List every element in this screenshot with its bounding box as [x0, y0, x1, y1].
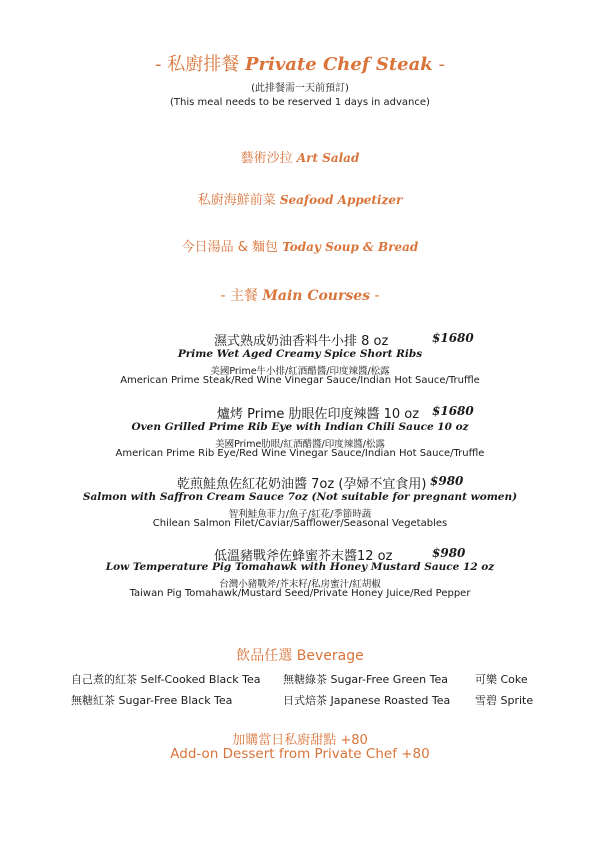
- addon-dessert-en: Add-on Dessert from Private Chef +80: [170, 746, 430, 762]
- course-zh: 今日湯品 & 麵包: [181, 240, 279, 255]
- title-dash-left: -: [155, 54, 162, 75]
- heading-dash-right: -: [374, 288, 380, 304]
- dish-english-name: Low Temperature Pig Tomahawk with Honey Mustard Sauce 12 oz: [105, 561, 495, 573]
- beverage-item: 雪碧 Sprite: [475, 694, 534, 707]
- dish-ingredients-en: Taiwan Pig Tomahawk/Mustard Seed/Private Honey Juice/Red Pepper: [129, 588, 471, 599]
- reservation-note-zh: (此排餐需一天前預訂): [251, 83, 349, 94]
- title-dash-right: -: [438, 54, 445, 75]
- course-art-salad: [0, 147, 600, 166]
- beverage-item: 可樂 Coke: [475, 673, 528, 686]
- course-en: Today Soup & Bread: [282, 240, 419, 254]
- menu-title: [0, 50, 600, 76]
- dish-ingredients-zh: 台灣小豬戰斧/芥末籽/私房蜜汁/紅胡椒: [219, 579, 381, 590]
- dish-ingredients-en: American Prime Rib Eye/Red Wine Vinegar Sauce/Indian Hot Sauce/Truffle: [115, 448, 485, 459]
- beverage-item: 日式焙茶 Japanese Roasted Tea: [283, 694, 451, 707]
- course-seafood-appetizer: [0, 189, 600, 208]
- dish-english-name: Oven Grilled Prime Rib Eye with Indian Chili Sauce 10 oz: [131, 421, 469, 433]
- course-en: Art Salad: [296, 151, 360, 165]
- course-zh: 藝術沙拉: [240, 151, 293, 166]
- title-zh: 私廚排餐: [167, 54, 240, 75]
- beverage-item: 無糖綠茶 Sugar-Free Green Tea: [283, 673, 448, 686]
- dish-name: 乾煎鮭魚佐紅花奶油醬 7oz (孕婦不宜食用): [177, 477, 427, 492]
- course-zh: 私廚海鮮前菜: [197, 193, 276, 208]
- beverage-item: 無糖紅茶 Sugar-Free Black Tea: [71, 694, 233, 707]
- dish-price: $980: [432, 546, 466, 560]
- reservation-note-en: (This meal needs to be reserved 1 days in advance): [170, 97, 430, 108]
- dish-price: $1680: [432, 331, 474, 345]
- dish-english-name: Salmon with Saffron Cream Sauce 7oz (Not suitable for pregnant women): [82, 491, 518, 503]
- dish-price: $1680: [432, 404, 474, 418]
- heading-en: Main Courses: [262, 288, 371, 304]
- course-soup-bread: [0, 236, 600, 255]
- title-en: Private Chef Steak: [244, 54, 433, 75]
- heading-dash-left: -: [220, 288, 226, 304]
- dish-ingredients-en: American Prime Steak/Red Wine Vinegar Sauce/Indian Hot Sauce/Truffle: [120, 375, 480, 386]
- beverage-item: 自己煮的紅茶 Self-Cooked Black Tea: [71, 673, 261, 686]
- dish-name: 低溫豬戰斧佐蜂蜜芥末醬12 oz: [214, 549, 393, 564]
- course-en: Seafood Appetizer: [279, 193, 403, 207]
- dish-english-name: Prime Wet Aged Creamy Spice Short Ribs: [177, 348, 423, 360]
- dish-price: $980: [430, 474, 464, 488]
- beverage-heading: 飲品任選 Beverage: [236, 648, 364, 664]
- main-courses-heading: [0, 285, 600, 305]
- dish-ingredients-zh: 美國Prime牛小排/紅酒醋醬/印度辣醬/松露: [210, 366, 390, 377]
- dish-name: 濕式熟成奶油香料牛小排 8 oz: [214, 334, 389, 349]
- dish-ingredients-zh: 智利鮭魚菲力/魚子/紅花/季節時蔬: [228, 509, 372, 520]
- dish-ingredients-zh: 美國Prime肋眼/紅酒醋醬/印度辣醬/松露: [215, 439, 385, 450]
- heading-zh: 主餐: [229, 288, 258, 304]
- addon-dessert-zh: 加購當日私廚甜點 +80: [232, 733, 368, 748]
- dish-name: 爐烤 Prime 肋眼佐印度辣醬 10 oz: [217, 407, 420, 422]
- dish-ingredients-en: Chilean Salmon Filet/Caviar/Safflower/Seasonal Vegetables: [152, 518, 448, 529]
